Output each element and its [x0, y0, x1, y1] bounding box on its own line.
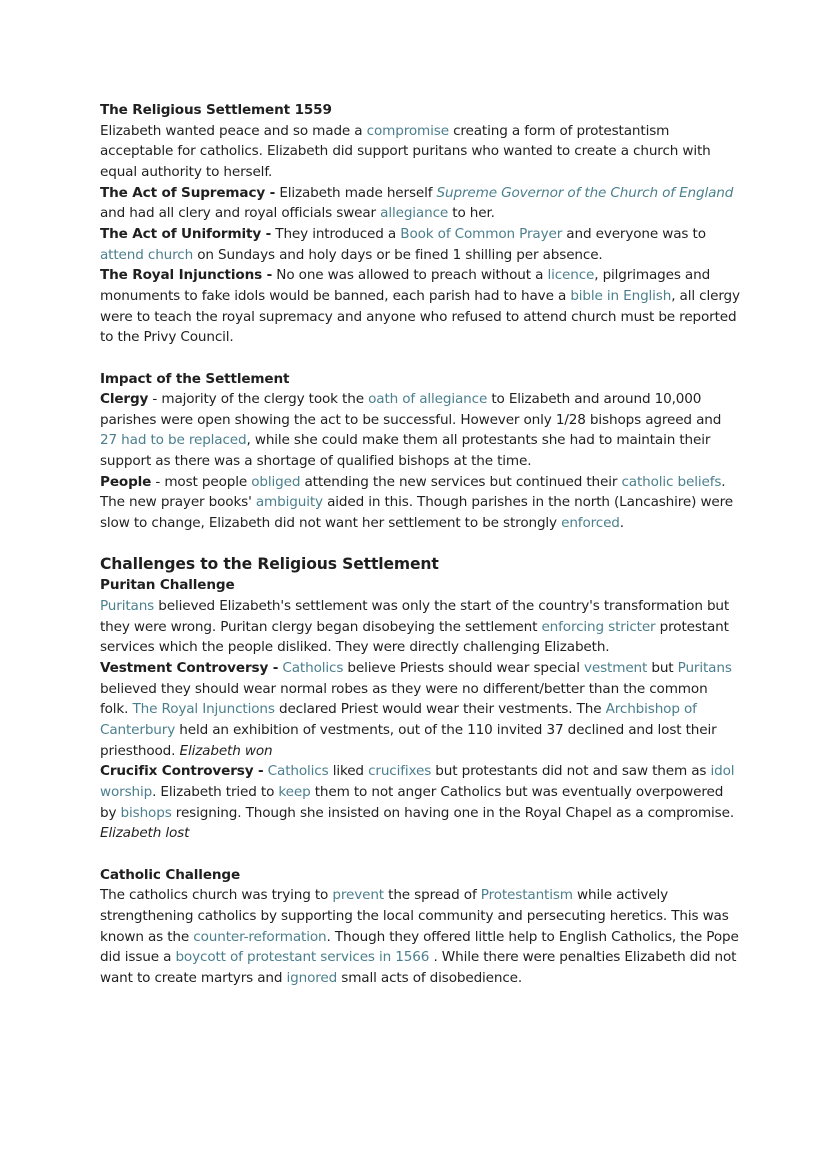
highlighted-term: Catholics: [282, 660, 344, 677]
act-label: The Act of Supremacy -: [100, 184, 276, 201]
highlighted-term: prevent: [332, 887, 384, 904]
text-run: No one was allowed to preach without a: [272, 267, 548, 284]
text-run: held an exhibition of vestments, out of the 110 invited 37 declined and lost their priesthood.: [100, 722, 717, 759]
highlighted-term: enforced: [561, 515, 620, 532]
text-run: Elizabeth wanted peace and so made a: [100, 122, 367, 139]
catholic-challenge-title: Catholic Challenge: [100, 866, 241, 883]
text-run: while actively strengthening catholics by supporting the local community and persecuting heretics. This was known as the: [100, 887, 729, 945]
highlighted-term: keep: [278, 783, 311, 800]
text-run: - most people: [151, 473, 252, 490]
text-run: , while she could make them all protestants she had to maintain their support as there was a shortage of qualified bishops at the time.: [100, 432, 711, 470]
highlighted-term: bishops: [120, 804, 172, 821]
act-of-uniformity: [100, 224, 740, 265]
highlighted-term: counter-reformation: [193, 928, 327, 945]
text-run: believed Elizabeth's settlement was only the start of the country's transformation but they were wrong. Puritan clergy began disobeying the settlement: [100, 598, 730, 635]
highlighted-term: oath of allegiance: [368, 391, 488, 408]
text-run: - majority of the clergy took the: [148, 391, 369, 408]
text-run: resigning. Though she insisted on having one in the Royal Chapel as a compromise.: [171, 804, 734, 821]
highlighted-term: bible in English: [570, 287, 672, 304]
highlighted-term: Catholics: [267, 763, 329, 780]
highlighted-term: Puritans: [100, 598, 155, 615]
verdict-text: Elizabeth won: [179, 742, 273, 759]
impact-section: [100, 369, 740, 534]
settlement-intro: [100, 121, 740, 183]
highlighted-term: licence: [547, 267, 595, 284]
highlighted-term: Archbishop of Canterbury: [100, 701, 697, 738]
text-run: . Though they offered little help to English Catholics, the Pope did issue a: [100, 928, 739, 966]
text-run: on Sundays and holy days or be fined 1 shilling per absence.: [193, 246, 603, 263]
text-run: to Elizabeth and around 10,000 parishes were open showing the act to be successful. However only 1/28 bishops agreed and: [100, 391, 722, 428]
text-run: and everyone was to: [562, 225, 706, 242]
text-run: attending the new services but continued their: [300, 473, 622, 490]
challenges-section: [100, 554, 740, 988]
highlighted-term: attend church: [100, 246, 194, 263]
text-run: but: [647, 660, 678, 677]
highlighted-term: ignored: [286, 969, 338, 986]
text-run: . The new prayer books': [100, 473, 726, 511]
text-run: The catholics church was trying to: [100, 887, 333, 904]
challenges-title: Challenges to the Religious Settlement: [100, 555, 439, 574]
text-run: declared Priest would wear their vestments. The: [274, 701, 606, 718]
act-label: The Royal Injunctions -: [100, 267, 273, 284]
impact-clergy: [100, 389, 740, 472]
verdict-text: Elizabeth lost: [100, 825, 190, 842]
text-run: to her.: [448, 205, 495, 222]
impact-text: [100, 391, 721, 469]
highlighted-term: 27 had to be replaced: [100, 432, 247, 449]
text-run: the spread of: [383, 887, 481, 904]
highlighted-term: compromise: [366, 122, 449, 139]
text-run: believe Priests should wear special: [343, 660, 585, 677]
spacer: [100, 348, 740, 369]
settlement-section: [100, 100, 740, 348]
text-run: , all clergy were to teach the royal supremacy and anyone who refused to attend church must be reported to the Privy Council.: [100, 287, 740, 346]
highlighted-term: Book of Common Prayer: [400, 225, 563, 242]
text-run: believed they should wear normal robes as they were no different/better than the common folk.: [100, 680, 708, 718]
text-run: .: [619, 515, 624, 532]
highlighted-term: vestment: [584, 660, 648, 677]
text-run: small acts of disobedience.: [337, 969, 523, 986]
highlighted-term: Protestantism: [480, 887, 573, 904]
highlighted-term: allegiance: [380, 205, 449, 222]
text-run: Elizabeth made herself: [275, 184, 437, 201]
settlement-title: The Religious Settlement 1559: [100, 102, 332, 118]
text-run: . While there were penalties Elizabeth did not want to create martyrs and: [100, 949, 737, 986]
royal-injunctions: [100, 265, 740, 348]
catholic-body: [100, 885, 740, 988]
impact-label: People: [100, 473, 152, 490]
highlighted-term: boycott of protestant services in 1566: [175, 949, 430, 966]
act-of-supremacy: [100, 183, 740, 224]
text-run: liked: [328, 763, 369, 780]
text-run: , pilgrimages and monuments to fake idols would be banned, each parish had to have a: [100, 267, 711, 304]
highlighted-term: Supreme Governor of the Church of England: [436, 184, 734, 201]
highlighted-term: crucifixes: [368, 763, 432, 780]
puritan-challenge-title: Puritan Challenge: [100, 577, 235, 594]
impact-label: Clergy: [100, 391, 149, 408]
act-label: The Act of Uniformity -: [100, 225, 272, 242]
text-run: aided in this. Though parishes in the north (Lancashire) were slow to change, Elizabeth did not want her settlement to be strongly: [100, 494, 733, 532]
highlighted-term: The Royal Injunctions: [132, 701, 275, 718]
puritan-intro: [100, 596, 740, 658]
highlighted-term: catholic beliefs: [621, 473, 722, 490]
spacer: [100, 844, 740, 865]
highlighted-term: Puritans: [677, 660, 732, 677]
text-run: but protestants did not and saw them as: [431, 763, 711, 780]
text-run: . Elizabeth tried to: [152, 783, 279, 800]
controversy-label: Crucifix Controversy -: [100, 763, 264, 780]
crucifix-controversy: [100, 761, 740, 844]
spacer: [100, 534, 740, 555]
highlighted-term: enforcing stricter: [541, 618, 656, 635]
highlighted-term: obliged: [251, 473, 301, 490]
document-page: [100, 100, 740, 989]
impact-text: [100, 474, 733, 531]
impact-title: Impact of the Settlement: [100, 370, 290, 387]
text-run: creating a form of protestantism acceptable for catholics. Elizabeth did support puritans who wanted to create a church with equal authority to herself.: [100, 122, 711, 180]
highlighted-term: idol worship: [100, 763, 735, 800]
text-run: them to not anger Catholics but was eventually overpowered by: [100, 783, 724, 821]
text-run: and had all clery and royal officials swear: [100, 205, 381, 222]
impact-people: [100, 472, 740, 534]
text-run: protestant services which the people disliked. They were directly challenging Elizabeth.: [100, 618, 729, 656]
highlighted-term: ambiguity: [255, 494, 323, 511]
text-run: They introduced a: [271, 225, 401, 242]
controversy-label: Vestment Controversy -: [100, 660, 279, 677]
vestment-controversy: [100, 658, 740, 761]
